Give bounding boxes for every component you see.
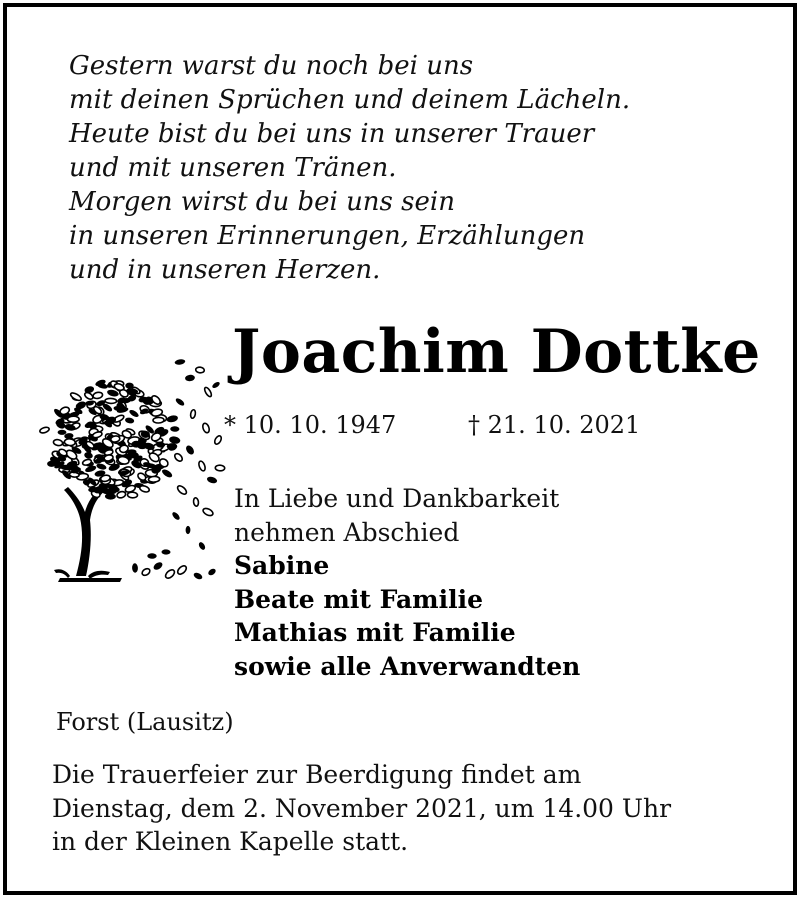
funeral-line: Die Trauerfeier zur Beerdigung findet am — [52, 760, 582, 789]
mourners-block — [234, 482, 580, 683]
mourners-intro-line: In Liebe und Dankbarkeit — [234, 484, 560, 513]
death-date: † 21. 10. 2021 — [468, 411, 641, 439]
funeral-line: Dienstag, dem 2. November 2021, um 14.00 Uhr — [52, 793, 672, 823]
poem-line: in unseren Erinnerungen, Erzählungen — [69, 221, 586, 251]
mourners-intro-line: nehmen Abschied — [234, 517, 460, 547]
poem-line: Gestern warst du noch bei uns — [69, 51, 474, 81]
poem-line: mit deinen Sprüchen und deinem Lächeln. — [69, 85, 631, 115]
poem-line: Heute bist du bei uns in unserer Trauer — [69, 119, 595, 149]
place-name: Forst (Lausitz) — [56, 708, 234, 736]
funeral-line: in der Kleinen Kapelle statt. — [52, 827, 409, 856]
poem-line: und mit unseren Tränen. — [69, 153, 397, 183]
mourner-name: sowie alle Anverwandten — [234, 651, 581, 681]
deceased-name: Joachim Dottke — [232, 317, 761, 387]
poem-line: Morgen wirst du bei uns sein — [69, 187, 455, 217]
poem-line: und in unseren Herzen. — [69, 255, 381, 285]
poem — [69, 49, 630, 287]
funeral-notice — [52, 758, 671, 859]
birth-date: * 10. 10. 1947 — [224, 411, 397, 439]
mourner-name: Beate mit Familie — [234, 584, 484, 614]
mourner-name: Mathias mit Familie — [234, 618, 516, 647]
windblown-tree-icon — [30, 340, 230, 590]
mourner-name: Sabine — [234, 551, 330, 580]
